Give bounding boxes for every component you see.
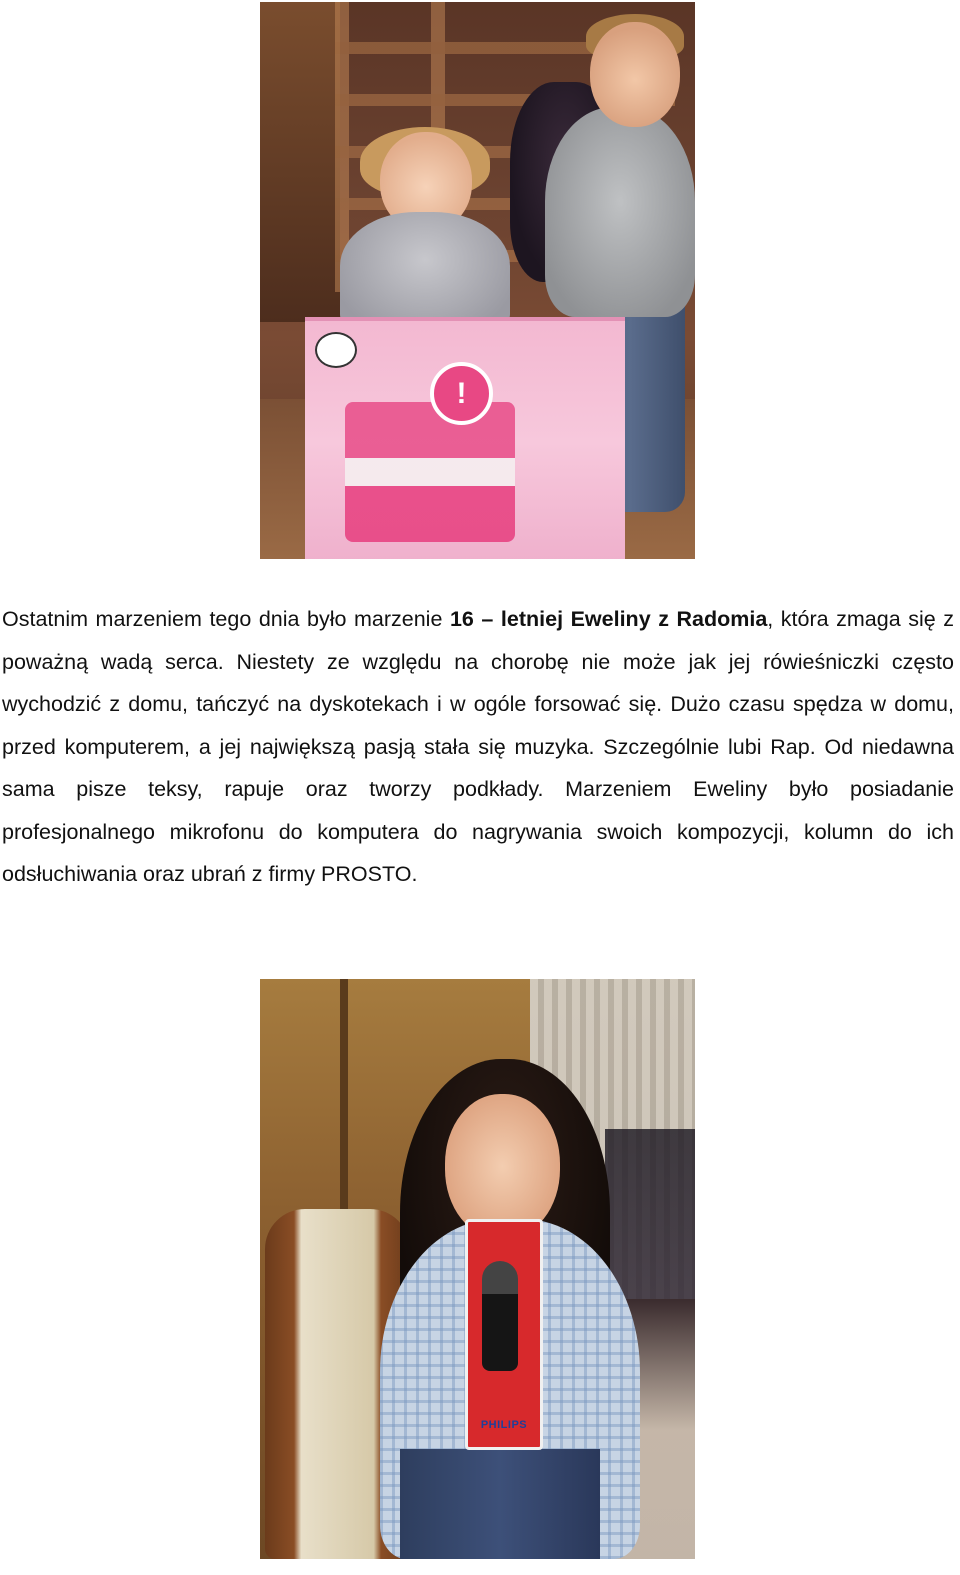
photo2-girl-face [445,1094,560,1239]
photo2-product-brand: PHILIPS [480,1419,528,1431]
paragraph-intro: Ostatnim marzeniem tego dnia było marzenie [2,607,450,631]
photo2-girl-jeans [400,1449,600,1559]
photo-children-with-toy-kitchen-box [260,2,695,559]
paragraph-body: , która zmaga się z poważną wadą serca. Niestety ze względu na chorobę nie może jak jej rówieśniczki często wychodzić z domu, tańczyć na dyskotekach i w ogóle forsować się. Dużo czasu spędza w domu, przed komputerem, a jej największą pasją stała się muzyka. Szczególnie lubi Rap. Od niedawna sama pisze teksy, rapuje oraz tworzy podkłady. Marzeniem Eweliny było posiadanie profesjonalnego mikrofonu do komputera do nagrywania swoich kompozycji, kolumn do ich odsłuchiwania oraz ubrań z firmy PROSTO. [2,607,954,886]
story-paragraph [2,598,954,896]
photo1-girl-body [340,212,510,332]
photo1-boy-body [545,107,695,317]
photo1-kitty-logo-icon [315,332,357,368]
paragraph-highlight: 16 – letniej Eweliny z Radomia [449,607,768,631]
photo1-boy-head [590,22,680,127]
photo2-microphone-icon [482,1261,518,1371]
photo1-exclamation-badge-icon: ! [430,362,493,425]
photo1-toy-kitchen-picture [345,402,515,542]
photo1-wall [260,2,340,322]
photo-girl-with-microphone-box [260,979,695,1559]
